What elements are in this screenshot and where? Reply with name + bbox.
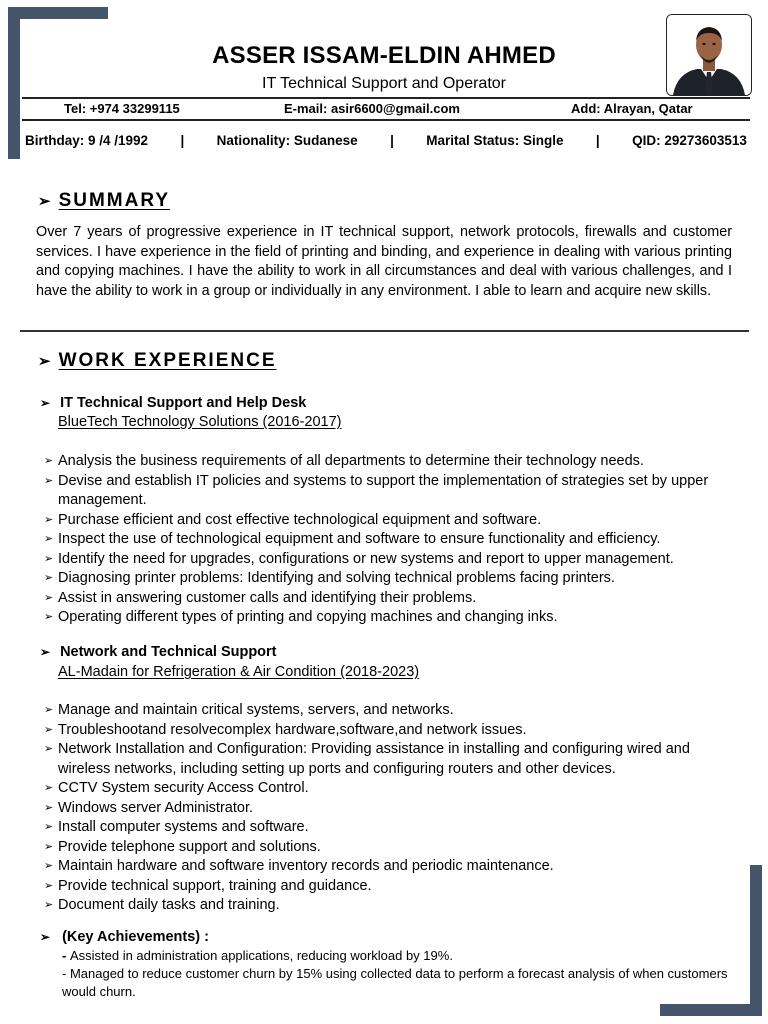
job-title-1: ➢ IT Technical Support and Help Desk [40,395,307,411]
detail-qid: QID: 29273603513 [632,133,747,148]
list-item: ➢ Inspect the use of technological equipment and software to ensure functionality and efficiency. [44,530,744,550]
job-title-2: ➢ Network and Technical Support [40,644,277,660]
detail-marital-status: Marital Status: Single [426,133,564,148]
detail-separator: | [390,133,394,148]
frame-corner-top-left-horizontal [8,7,108,19]
frame-corner-bottom-right-horizontal [660,1004,762,1016]
work-experience-heading: ➢ WORK EXPERIENCE [38,350,277,371]
frame-corner-bottom-right-vertical [750,865,762,1016]
achievement-item-1: - Assisted in administration applications, reducing workload by 19%. [62,948,453,963]
list-item: ➢ Analysis the business requirements of all departments to determine their technology needs. [44,452,744,472]
detail-birthday: Birthday: 9 /4 /1992 [25,133,149,148]
achievement-item-2: - Managed to reduce customer churn by 15% using collected data to perform a forecast analysis of when customers would churn. [62,966,728,999]
list-item: ➢ Troubleshootand resolvecomplex hardware,software,and network issues. [44,721,744,741]
list-item: ➢ Operating different types of printing and copying machines and changing inks. [44,608,744,628]
arrowhead-bullet-icon: ➢ [38,193,51,210]
summary-paragraph: Over 7 years of progressive experience in IT technical support, network protocols, firewalls and customer services. I have experience in the field of printing and binding, and experience in dealing with various printing and copying machines. I have the ability to work in all circumstances and deal with various challenges, and I have the ability to work in a group or individually in any environment. I able to learn and acquire new skills. [36,224,732,299]
section-divider [20,330,749,332]
header-rule-top [22,97,750,99]
list-item: ➢ Manage and maintain critical systems, servers, and networks. [44,701,744,721]
candidate-name: ASSER ISSAM-ELDIN AHMED [212,42,556,69]
candidate-job-title: IT Technical Support and Operator [262,75,506,92]
job-company-2: AL-Madain for Refrigeration & Air Condition (2018-2023) [58,664,420,680]
list-item: ➢ Network Installation and Configuration: Providing assistance in installing and configuring wired and wireless networks, including setting up ports and configuring routers and other devices. [44,740,744,779]
list-item: ➢ Document daily tasks and training. [44,896,744,916]
detail-nationality: Nationality: Sudanese [216,133,358,148]
job-duties-list-2 [44,701,744,916]
header-rule-bottom [22,119,750,121]
list-item: ➢ Windows server Administrator. [44,799,744,819]
list-item: ➢ Diagnosing printer problems: Identifying and solving technical problems facing printers. [44,569,744,589]
detail-separator: | [595,133,600,148]
list-item: ➢ Install computer systems and software. [44,818,744,838]
list-item: ➢ CCTV System security Access Control. [44,779,744,799]
contact-address: Add: Alrayan, Qatar [571,101,693,116]
list-item: ➢ Assist in answering customer calls and identifying their problems. [44,589,744,609]
summary-heading: ➢ SUMMARY [38,190,171,211]
key-achievements-heading: ➢ (Key Achievements) : [40,929,209,945]
list-item: ➢ Provide telephone support and solutions. [44,838,744,858]
contact-phone: Tel: +974 33299115 [64,101,180,116]
detail-separator: | [180,133,185,148]
job-duties-list-1 [44,452,744,628]
list-item: ➢ Maintain hardware and software inventory records and periodic maintenance. [44,857,744,877]
arrowhead-bullet-icon: ➢ [40,645,51,659]
list-item: ➢ Provide technical support, training and guidance. [44,877,744,897]
list-item: ➢ Purchase efficient and cost effective technological equipment and software. [44,511,744,531]
contact-email: E-mail: asir6600@gmail.com [284,101,460,116]
job-company-1: BlueTech Technology Solutions (2016-2017) [58,414,342,430]
arrowhead-bullet-icon: ➢ [38,353,51,370]
list-item: ➢ Devise and establish IT policies and systems to support the implementation of strategies set by upper management. [44,472,744,511]
arrowhead-bullet-icon: ➢ [40,396,51,410]
arrowhead-bullet-icon: ➢ [40,930,51,944]
list-item: ➢ Identify the need for upgrades, configurations or new systems and report to upper management. [44,550,744,570]
personal-details-row [25,133,747,148]
